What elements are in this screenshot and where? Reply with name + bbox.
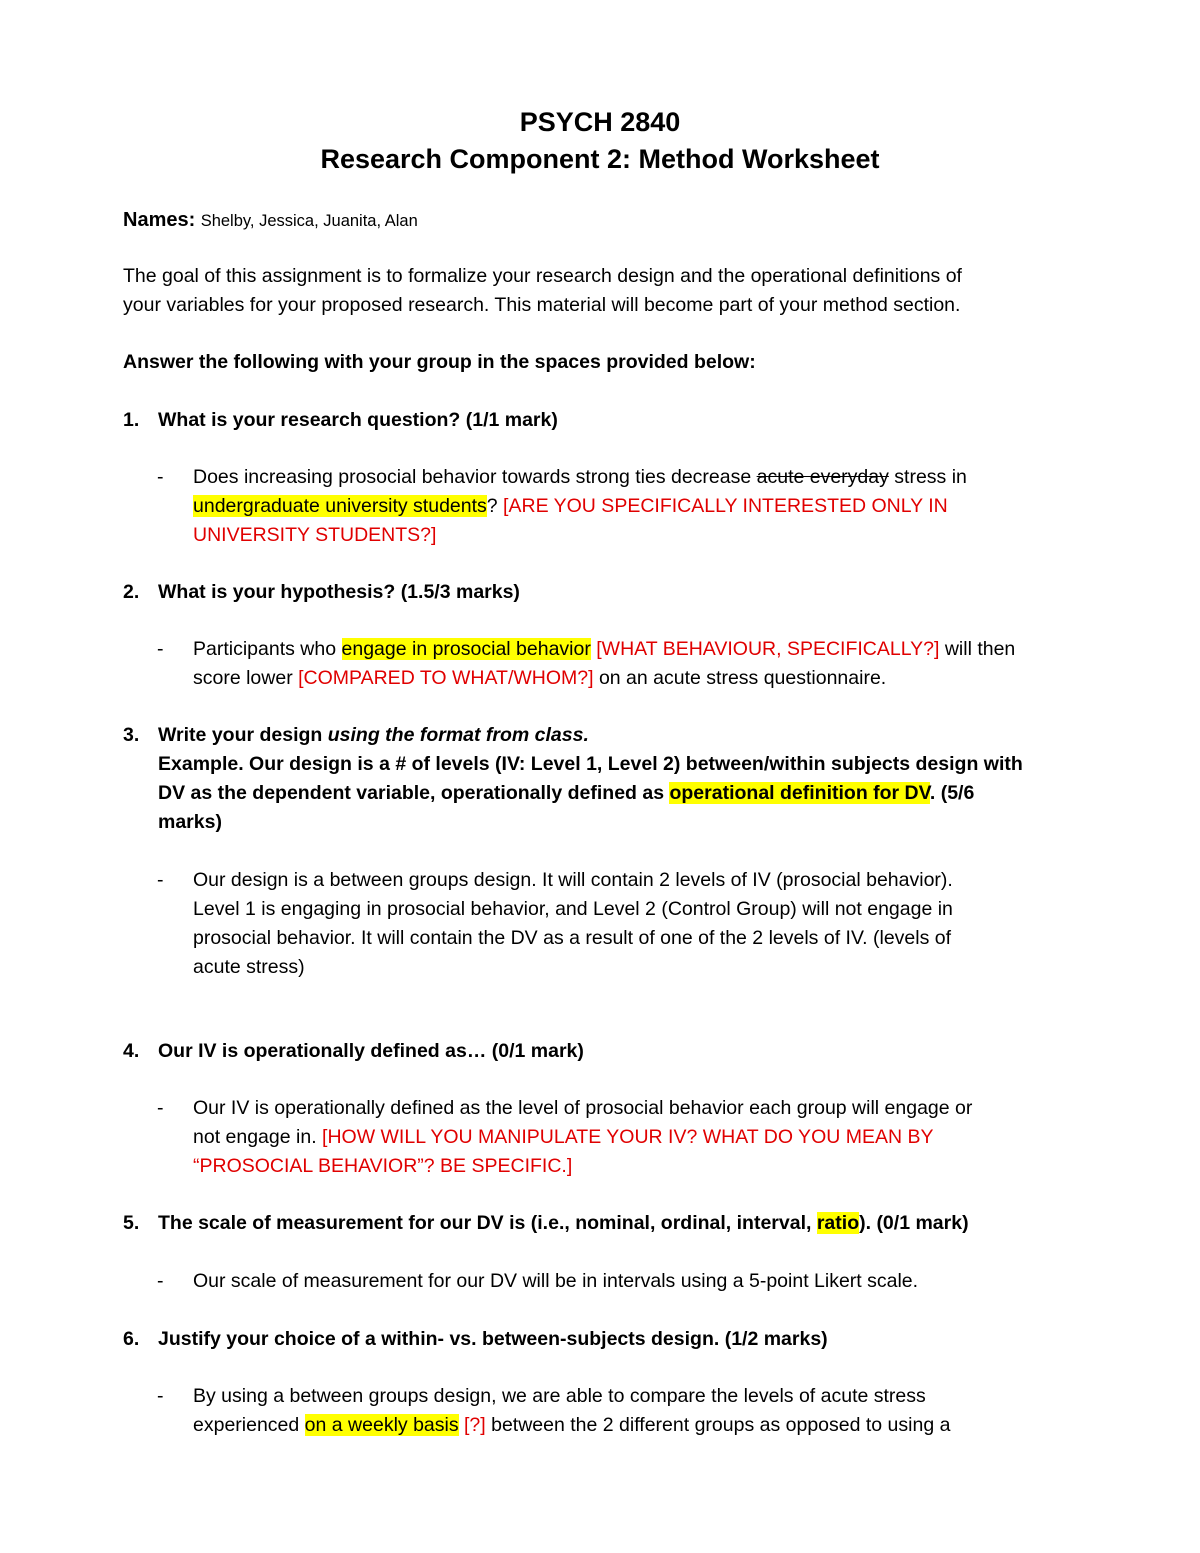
answer-3-line-1: Our design is a between groups design. It will contain 2 levels of IV (prosocial behavior). xyxy=(193,869,953,891)
question-text: Our IV is operationally defined as… (0/1 mark) xyxy=(158,1040,584,1062)
answer-text: not engage in. xyxy=(193,1126,323,1148)
question-number: 6. xyxy=(123,1328,140,1350)
answer-2-line-1 xyxy=(193,635,1015,664)
question-number: 2. xyxy=(123,581,140,603)
highlighted-text: operational definition for DV xyxy=(669,782,930,804)
intro-line-1: The goal of this assignment is to formalize your research design and the operational definitions of xyxy=(123,265,962,287)
intro-line-2: your variables for your proposed research. This material will become part of your method section. xyxy=(123,294,961,316)
answer-text: Participants who xyxy=(193,638,342,660)
highlighted-text: undergraduate university students xyxy=(193,495,487,517)
example-text: . (5/6 xyxy=(929,782,975,804)
struck-text: acute everyday xyxy=(756,466,889,488)
question-4 xyxy=(123,1037,584,1066)
question-text-italic: using the format from class. xyxy=(327,724,589,746)
question-6 xyxy=(123,1325,828,1354)
names-line xyxy=(123,206,418,236)
question-text: ). (0/1 mark) xyxy=(859,1212,969,1234)
answer-text: experienced xyxy=(193,1414,305,1436)
answer-text: ? xyxy=(486,495,498,517)
instructor-comment: [ARE YOU SPECIFICALLY INTERESTED ONLY IN xyxy=(497,495,948,517)
example-line-1: Example. Our design is a # of levels (IV: Level 1, Level 2) between/within subjects design with xyxy=(158,753,1023,775)
highlighted-text: ratio xyxy=(816,1212,860,1234)
bullet-dash: - xyxy=(157,1097,164,1119)
answer-text: score lower xyxy=(193,667,299,689)
answer-1-line-1 xyxy=(193,463,967,492)
answer-text: Does increasing prosocial behavior towards strong ties decrease xyxy=(193,466,757,488)
question-text: Justify your choice of a within- vs. between-subjects design. (1/2 marks) xyxy=(158,1328,828,1350)
names-label: Names: xyxy=(123,209,196,231)
answer-6-line-2 xyxy=(193,1411,950,1440)
answer-text: on an acute stress questionnaire. xyxy=(593,667,887,689)
answer-text: between the 2 different groups as opposed to using a xyxy=(485,1414,951,1436)
answer-2-line-2 xyxy=(193,664,886,693)
answer-6-line-1: By using a between groups design, we are able to compare the levels of acute stress xyxy=(193,1385,926,1407)
answer-4-line-3: “PROSOCIAL BEHAVIOR”? BE SPECIFIC.] xyxy=(193,1155,573,1177)
instructor-comment: [WHAT BEHAVIOUR, SPECIFICALLY?] xyxy=(590,638,940,660)
question-5 xyxy=(123,1209,969,1238)
highlighted-text: engage in prosocial behavior xyxy=(341,638,591,660)
bullet-dash: - xyxy=(157,466,164,488)
instructor-comment: [HOW WILL YOU MANIPULATE YOUR IV? WHAT DO YOU MEAN BY xyxy=(322,1126,934,1148)
instruction-heading: Answer the following with your group in the spaces provided below: xyxy=(123,351,756,373)
example-line-2 xyxy=(158,779,974,808)
answer-1-line-3: UNIVERSITY STUDENTS?] xyxy=(193,524,437,546)
question-text: What is your hypothesis? (1.5/3 marks) xyxy=(158,581,520,603)
example-line-3: marks) xyxy=(158,811,222,833)
bullet-dash: - xyxy=(157,1385,164,1407)
question-text: The scale of measurement for our DV is (i.e., nominal, ordinal, interval, xyxy=(158,1212,817,1234)
question-number: 1. xyxy=(123,409,140,431)
question-2 xyxy=(123,578,520,607)
answer-3-line-3: prosocial behavior. It will contain the DV as a result of one of the 2 levels of IV. (levels of xyxy=(193,927,952,949)
bullet-dash: - xyxy=(157,1270,164,1292)
question-text: Write your design xyxy=(158,724,328,746)
course-title: PSYCH 2840 xyxy=(519,107,681,137)
question-number: 3. xyxy=(123,724,140,746)
answer-4-line-2 xyxy=(193,1123,934,1152)
highlighted-text: on a weekly basis xyxy=(304,1414,459,1436)
worksheet-title: Research Component 2: Method Worksheet xyxy=(320,144,880,174)
instructor-comment: [?] xyxy=(464,1414,486,1436)
answer-1-line-2 xyxy=(193,492,948,521)
answer-text: will then xyxy=(939,638,1016,660)
question-number: 4. xyxy=(123,1040,140,1062)
question-number: 5. xyxy=(123,1212,140,1234)
bullet-dash: - xyxy=(157,869,164,891)
answer-text: stress in xyxy=(888,466,967,488)
example-text: DV as the dependent variable, operationally defined as xyxy=(158,782,670,804)
answer-3-line-2: Level 1 is engaging in prosocial behavior, and Level 2 (Control Group) will not engage in xyxy=(193,898,953,920)
question-3 xyxy=(123,721,589,750)
question-text: What is your research question? (1/1 mark) xyxy=(158,409,558,431)
answer-4-line-1: Our IV is operationally defined as the level of prosocial behavior each group will engage or xyxy=(193,1097,973,1119)
answer-5-line-1: Our scale of measurement for our DV will be in intervals using a 5-point Likert scale. xyxy=(193,1270,919,1292)
names-value: Shelby, Jessica, Juanita, Alan xyxy=(200,212,418,230)
bullet-dash: - xyxy=(157,638,164,660)
instructor-comment: [COMPARED TO WHAT/WHOM?] xyxy=(298,667,594,689)
question-1 xyxy=(123,406,558,435)
answer-3-line-4: acute stress) xyxy=(193,956,305,978)
